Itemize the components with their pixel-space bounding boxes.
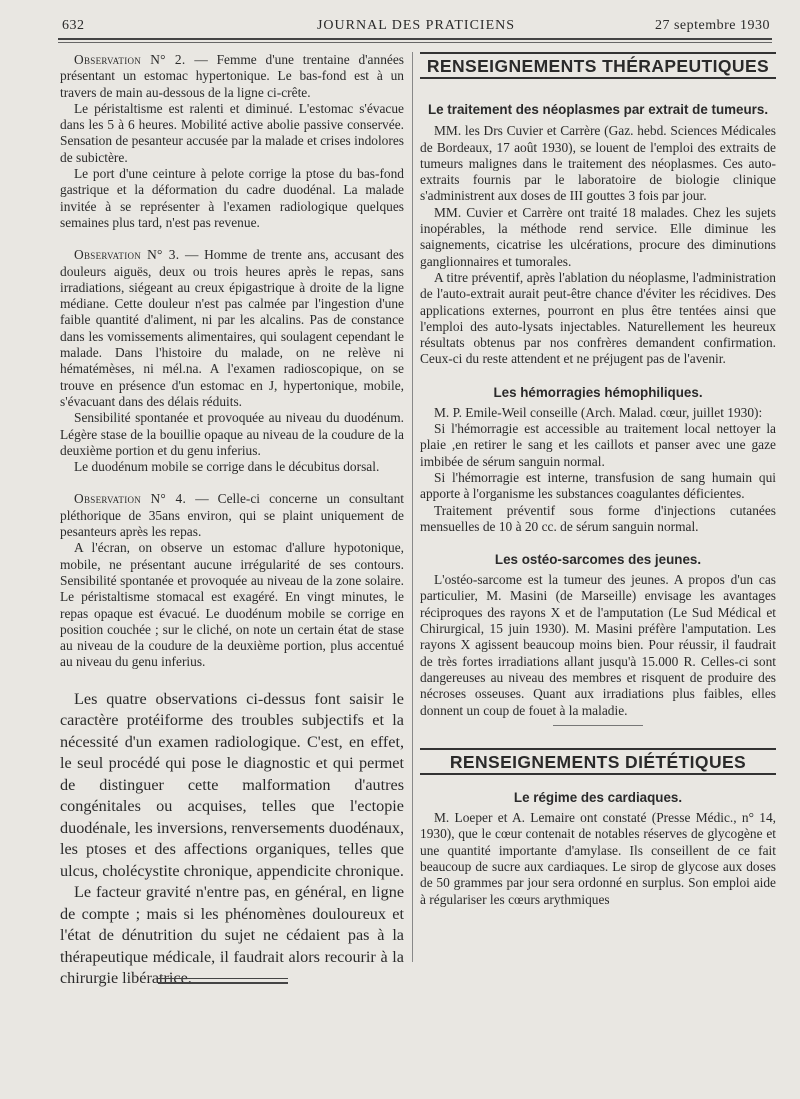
cardiaques-para-1: M. Loeper et A. Lemaire ont constaté (Presse Médic., n° 14, 1930), que le cœur contenait de notables réserves de glycogène et une quantité importante d'amylase. Ils conseillent de ce fait beaucoup de sucre aux cardiaques. Le sirop de glycose aux doses de 50 grammes par jour sera ordonné en surplus. Son emploi aide à régulariser les cœurs arythmiques: [420, 810, 776, 907]
page-header: [62, 14, 770, 36]
article-title-neoplasmes: Le traitement des néoplasmes par extrait de tumeurs.: [427, 102, 769, 118]
obs2-para-3: Le port d'une ceinture à pelote corrige la ptose du bas-fond gastrique et la déformation du cadre duodénal. La malade invitée à se représenter à l'examen radiologique quelques semaines plus tard, n'est pas revenue.: [60, 166, 404, 230]
obs2-label: Observation N° 2.: [74, 52, 186, 67]
article-title-osteo-sarcomes: Les ostéo-sarcomes des jeunes.: [494, 552, 702, 568]
right-column: [420, 52, 776, 908]
neoplasmes-para-1: MM. les Drs Cuvier et Carrère (Gaz. hebd. Sciences Médicales de Bordeaux, 17 août 1930), se louent de l'emploi des extraits de tumeurs malignes dans le traitement des néoplasmes. Ces auto-extraits fournis par le laboratoire de biologie clinique s'administrent aux doses de III gouttes 3 fois par jour.: [420, 123, 776, 204]
osteo-sarcomes-para-1: L'ostéo-sarcome est la tumeur des jeunes. A propos d'un cas particulier, M. Masini (de Marseille) envisage les avantages réciproques des rayons X et de l'amputation (Le Sud Médical et Chirurgical, 15 juin 1930). M. Masini préfère l'amputation. Les rayons X agissent beaucoup moins bien. Pour réussir, il faudrait de très fortes irradiations allant jusqu'à 15.000 R. Celles-ci sont dangereuses au niveau des membres et risquent de produire des nécroses osseuses. Quant aux irradiations plus faibles, elles donnent un coup de fouet à la maladie.: [420, 572, 776, 718]
journal-title: JOURNAL DES PRATICIENS: [316, 18, 516, 33]
obs3-para-1: Observation N° 3. — Homme de trente ans, accusant des douleurs aiguës, deux ou trois heures après le repas, sans irradiations, siégeant au creux épigastrique à droite de la ligne médiane. Cette douleur n'est pas calmée par l'ingestion d'une faible quantité d'aliment, ni par les alcalins. Pas de constance dans les vomissements alimentaires, qui soulagent cependant le malade. Dans l'histoire du malade, on ne relève ni hématémèses, ni mél.na. A l'examen radioscopique, on se trouve en présence d'un estomac en J, hypertonique, mobile, s'évacuant dans des délais réduits.: [60, 247, 404, 409]
hemorragies-para-1: M. P. Emile-Weil conseille (Arch. Malad. cœur, juillet 1930):: [434, 404, 763, 420]
obs3-para-3: Le duodénum mobile se corrige dans le décubitus dorsal.: [74, 459, 380, 475]
obs2-para-2: Le péristaltisme est ralenti et diminué. L'estomac s'évacue dans les 5 à 6 heures. Mobilité active abolie passive conservée. Sensation de pesanteur accusée par la malade et crises indolores de subictère.: [60, 100, 404, 165]
article-title-hemorragies: Les hémorragies hémophiliques.: [493, 384, 703, 400]
obs2-para-1: Observation N° 2. — Femme d'une trentaine d'années présentant un estomac hypertonique. Le bas-fond est à un travers de main au-dessous de la ligne ci-crête.: [60, 52, 404, 100]
obs3-label: Observation N° 3.: [74, 247, 180, 263]
page-number: 632: [62, 18, 85, 33]
article-title-cardiaques: Le régime des cardiaques.: [513, 790, 683, 806]
header-rule-thin: [58, 42, 772, 43]
obs4-label: Observation N° 4.: [74, 491, 187, 507]
neoplasmes-para-2: MM. Cuvier et Carrère ont traité 18 malades. Chez les sujets inopérables, la méthode rend service. Elle diminue les saignements, cicatrise les ulcérations, procure des diminutions ganglionnaires et tumorales.: [420, 204, 776, 269]
column-divider: [412, 52, 413, 962]
conclusion-para-2: Le facteur gravité n'entre pas, en général, en ligne de compte ; mais si les phénomènes douloureux et l'état de dénutrition du sujet ne cédaient pas à la thérapeutique médicale, il faudrait alors recourir à la chirurgie libératrice.: [60, 883, 404, 988]
obs4-para-2: A l'écran, on observe un estomac d'allure hypotonique, mobile, ne présentant aucune irrégularité de ses contours. Sensibilité spontanée et provoquée au niveau de la zone solaire. Le péristaltisme stomacal est exagéré. En vingt minutes, le repas opaque est évacué. Le duodénum mobile se corrige en position couchée ; sur le cliché, on note un certain état de stase au niveau de la coudure de la deuxième portion, plus accentué au niveau du genu inferius.: [60, 540, 404, 670]
left-column: [60, 52, 404, 990]
header-rule: [58, 38, 772, 40]
neoplasmes-para-3: A titre préventif, après l'ablation du néoplasme, l'administration de l'auto-extrait aurait peut-être chance d'éviter les récidives. Des applications externes, pourront en plus être tentées ainsi que l'emploi des auto-lysats injectables. Naturellement les heureux résultats obtenus par nos confrères demandent confirmation. Ceux-ci du reste attendent et ne préjugent pas de l'avenir.: [420, 269, 776, 367]
hemorragies-para-4: Traitement préventif sous forme d'injections cutanées mensuelles de 10 à 20 cc. de sérum sanguin normal.: [420, 502, 776, 534]
issue-date: 27 septembre 1930: [654, 18, 770, 33]
obs4-para-1: Observation N° 4. — Celle-ci concerne un consultant pléthorique de 35ans environ, qui se plaint uniquement de pesanteurs après les repas.: [60, 491, 404, 540]
obs3-para-2: Sensibilité spontanée et provoquée au niveau du duodénum. Légère stase de la bouillie opaque au niveau de la coudure de la deuxième portion et du genu inferius.: [60, 410, 404, 458]
conclusion-para-1: Les quatre observations ci-dessus font saisir le caractère protéiforme des troubles subjectifs et la nécessité d'un examen radiologique. C'est, en effet, le seul procédé qui pose le diagnostic et qui permet de distinguer cette malformation d'autres congénitales ou acquises, telles que l'ectopie duodénale, les inversions, renversements duodénaux, les ptoses et des affections organiques, telles que ulcus, cholécystite chronique, appendicite chronique.: [60, 689, 404, 880]
section-title-therapeutic: RENSEIGNEMENTS THÉRAPEUTIQUES: [420, 52, 776, 79]
hemorragies-para-3: Si l'hémorragie est interne, transfusion de sang humain qui apporte à l'organisme les substances coagulantes déficientes.: [420, 469, 776, 502]
section-title-dietetic: RENSEIGNEMENTS DIÉTÉTIQUES: [420, 748, 776, 775]
end-rule-thick: [158, 982, 288, 984]
end-rule: [158, 978, 288, 979]
hemorragies-para-2: Si l'hémorragie est accessible au traitement local nettoyer la plaie ,en retirer le sang et les caillots et panser avec une gaze imbibée de sérum sanguin normal.: [420, 421, 776, 469]
